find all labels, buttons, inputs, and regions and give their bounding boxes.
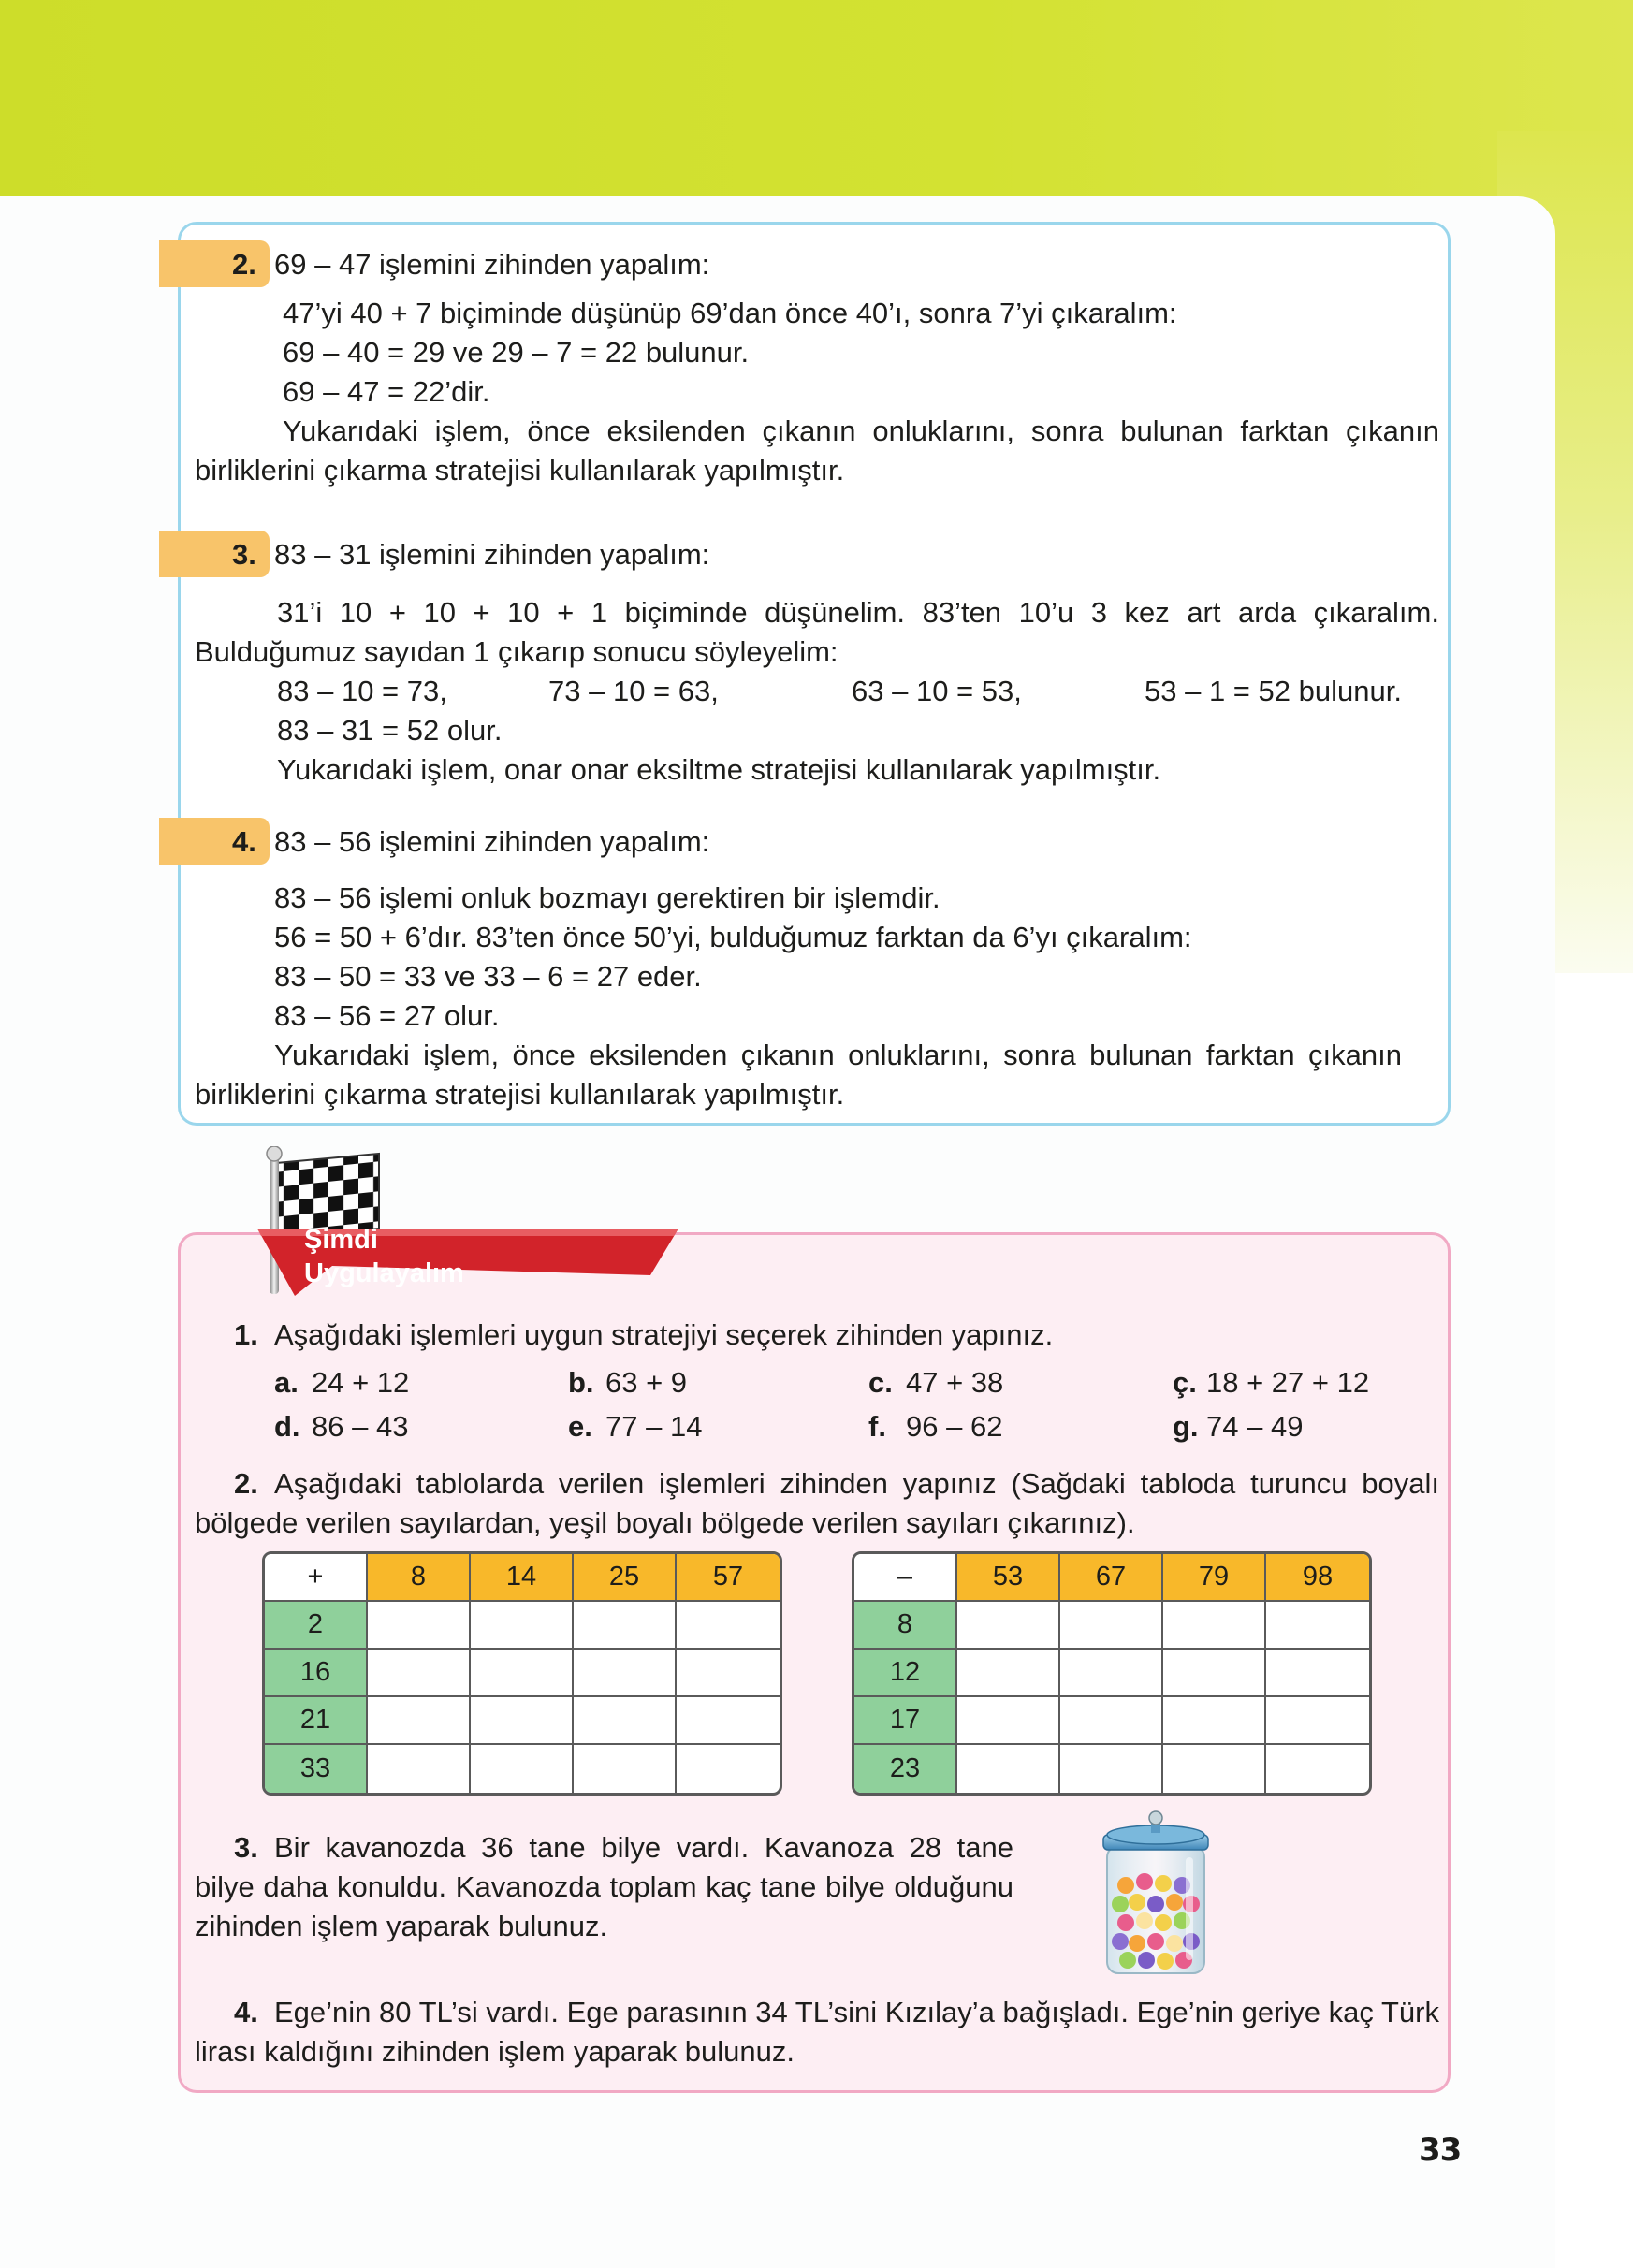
answer-cell[interactable]	[1060, 1602, 1163, 1650]
example-line: 83 – 56 işlemi onluk bozmayı gerektiren bir işlemdir.	[274, 881, 940, 914]
item-expression: 77 – 14	[605, 1410, 703, 1443]
answer-cell[interactable]	[368, 1697, 471, 1745]
item-label: c.	[868, 1366, 893, 1399]
example-explanation: Yukarıdaki işlem, onar onar eksiltme stratejisi kullanılarak yapılmıştır.	[277, 753, 1161, 786]
answer-cell[interactable]	[1163, 1602, 1266, 1650]
answer-cell[interactable]	[677, 1650, 780, 1697]
item-expression: 24 + 12	[312, 1366, 410, 1399]
answer-cell[interactable]	[957, 1745, 1060, 1793]
row-header: 16	[265, 1650, 368, 1697]
example-line: 83 – 56 = 27 olur.	[274, 999, 500, 1032]
column-header: 8	[368, 1554, 471, 1602]
page-number: 33	[1419, 2131, 1462, 2169]
example-step: 83 – 10 = 73,	[277, 675, 447, 707]
answer-cell[interactable]	[1163, 1650, 1266, 1697]
answer-cell[interactable]	[1163, 1697, 1266, 1745]
table-operator: –	[854, 1554, 957, 1602]
answer-cell[interactable]	[1266, 1745, 1369, 1793]
example-step: 53 – 1 = 52 bulunur.	[1145, 675, 1402, 707]
example-heading: 69 – 47 işlemini zihinden yapalım:	[274, 248, 710, 281]
item-label: g.	[1173, 1410, 1199, 1443]
example-step: 63 – 10 = 53,	[852, 675, 1022, 707]
question-number: 2.	[234, 1467, 258, 1500]
row-header: 21	[265, 1697, 368, 1745]
subtraction-table	[852, 1551, 1372, 1796]
example-intro: 31’i 10 + 10 + 10 + 1 biçiminde düşünelim. 83’ten 10’u 3 kez art arda çıkaralım. Bulduğumuz sayıdan 1 çıkarıp sonucu söyleyelim:	[195, 596, 1439, 668]
answer-cell[interactable]	[574, 1697, 677, 1745]
answer-cell[interactable]	[471, 1602, 574, 1650]
column-header: 53	[957, 1554, 1060, 1602]
answer-cell[interactable]	[677, 1745, 780, 1793]
banner-title-line2: Uygulayalım	[304, 1258, 464, 1288]
answer-cell[interactable]	[1060, 1697, 1163, 1745]
column-header: 79	[1163, 1554, 1266, 1602]
example-line: 83 – 50 = 33 ve 33 – 6 = 27 eder.	[274, 960, 702, 993]
answer-cell[interactable]	[1266, 1697, 1369, 1745]
answer-cell[interactable]	[368, 1745, 471, 1793]
answer-cell[interactable]	[1060, 1745, 1163, 1793]
answer-cell[interactable]	[368, 1650, 471, 1697]
answer-cell[interactable]	[957, 1602, 1060, 1650]
example-line: 56 = 50 + 6’dır. 83’ten önce 50’yi, bulduğumuz farktan da 6’yı çıkaralım:	[274, 921, 1192, 953]
item-expression: 96 – 62	[906, 1410, 1003, 1443]
answer-cell[interactable]	[1266, 1602, 1369, 1650]
example-line: 69 – 40 = 29 ve 29 – 7 = 22 bulunur.	[283, 336, 750, 369]
column-header: 57	[677, 1554, 780, 1602]
example-number: 4.	[232, 825, 256, 858]
row-header: 2	[265, 1602, 368, 1650]
addition-table	[262, 1551, 782, 1796]
example-explanation: Yukarıdaki işlem, önce eksilenden çıkanın onluklarını, sonra bulunan farktan çıkanın birliklerini çıkarma stratejisi kullanılarak yapılmıştır.	[195, 414, 1439, 487]
question-text: Aşağıdaki işlemleri uygun stratejiyi seçerek zihinden yapınız.	[274, 1318, 1054, 1351]
answer-cell[interactable]	[677, 1602, 780, 1650]
header-band	[0, 0, 1633, 201]
answer-cell[interactable]	[471, 1697, 574, 1745]
answer-cell[interactable]	[368, 1602, 471, 1650]
example-line: 47’yi 40 + 7 biçiminde düşünüp 69’dan önce 40’ı, sonra 7’yi çıkaralım:	[283, 297, 1177, 329]
row-header: 8	[854, 1602, 957, 1650]
example-result: 83 – 31 = 52 olur.	[277, 714, 503, 747]
answer-cell[interactable]	[574, 1602, 677, 1650]
question-number: 3.	[234, 1831, 258, 1864]
answer-cell[interactable]	[957, 1650, 1060, 1697]
item-label: a.	[274, 1366, 299, 1399]
item-label: ç.	[1173, 1366, 1197, 1399]
question-text: Aşağıdaki tablolarda verilen işlemleri zihinden yapınız (Sağdaki tabloda turuncu boyalı bölgede verilen sayılardan, yeşil boyalı bölgede verilen sayıları çıkarınız).	[195, 1467, 1439, 1539]
item-expression: 47 + 38	[906, 1366, 1004, 1399]
row-header: 12	[854, 1650, 957, 1697]
row-header: 17	[854, 1697, 957, 1745]
item-label: b.	[568, 1366, 594, 1399]
question-text: Bir kavanozda 36 tane bilye vardı. Kavanoza 28 tane bilye daha konuldu. Kavanozda toplam kaç tane bilye olduğunu zihinden işlem yaparak bulunuz.	[195, 1831, 1013, 1942]
example-step: 73 – 10 = 63,	[548, 675, 719, 707]
answer-cell[interactable]	[957, 1697, 1060, 1745]
item-label: e.	[568, 1410, 592, 1443]
item-expression: 86 – 43	[312, 1410, 409, 1443]
answer-cell[interactable]	[574, 1745, 677, 1793]
item-expression: 63 + 9	[605, 1366, 688, 1399]
answer-cell[interactable]	[574, 1650, 677, 1697]
answer-cell[interactable]	[471, 1650, 574, 1697]
example-heading: 83 – 31 işlemini zihinden yapalım:	[274, 538, 710, 571]
column-header: 25	[574, 1554, 677, 1602]
row-header: 23	[854, 1745, 957, 1793]
column-header: 14	[471, 1554, 574, 1602]
row-header: 33	[265, 1745, 368, 1793]
column-header: 67	[1060, 1554, 1163, 1602]
answer-cell[interactable]	[1266, 1650, 1369, 1697]
table-operator: +	[265, 1554, 368, 1602]
flag-pole	[270, 1154, 279, 1294]
item-expression: 18 + 27 + 12	[1206, 1366, 1370, 1399]
item-label: d.	[274, 1410, 300, 1443]
example-line: 69 – 47 = 22’dir.	[283, 375, 490, 408]
answer-cell[interactable]	[1163, 1745, 1266, 1793]
example-number: 2.	[232, 248, 256, 281]
example-number: 3.	[232, 538, 256, 571]
answer-cell[interactable]	[471, 1745, 574, 1793]
example-heading: 83 – 56 işlemini zihinden yapalım:	[274, 825, 710, 858]
answer-cell[interactable]	[1060, 1650, 1163, 1697]
marble-jar-icon	[1100, 1810, 1212, 1979]
question-text: Ege’nin 80 TL’si vardı. Ege parasının 34 TL’sini Kızılay’a bağışladı. Ege’nin geriye kaç Türk lirası kaldığını zihinden işlem yaparak bulunuz.	[195, 1996, 1439, 2068]
question-number: 1.	[234, 1318, 258, 1351]
answer-cell[interactable]	[677, 1697, 780, 1745]
question-number: 4.	[234, 1996, 258, 2028]
example-explanation: Yukarıdaki işlem, önce eksilenden çıkanın onluklarını, sonra bulunan farktan çıkanın birliklerini çıkarma stratejisi kullanılarak yapılmıştır.	[195, 1039, 1402, 1111]
column-header: 98	[1266, 1554, 1369, 1602]
item-label: f.	[868, 1410, 886, 1443]
item-expression: 74 – 49	[1206, 1410, 1304, 1443]
banner-title-line1: Şimdi	[304, 1225, 378, 1255]
